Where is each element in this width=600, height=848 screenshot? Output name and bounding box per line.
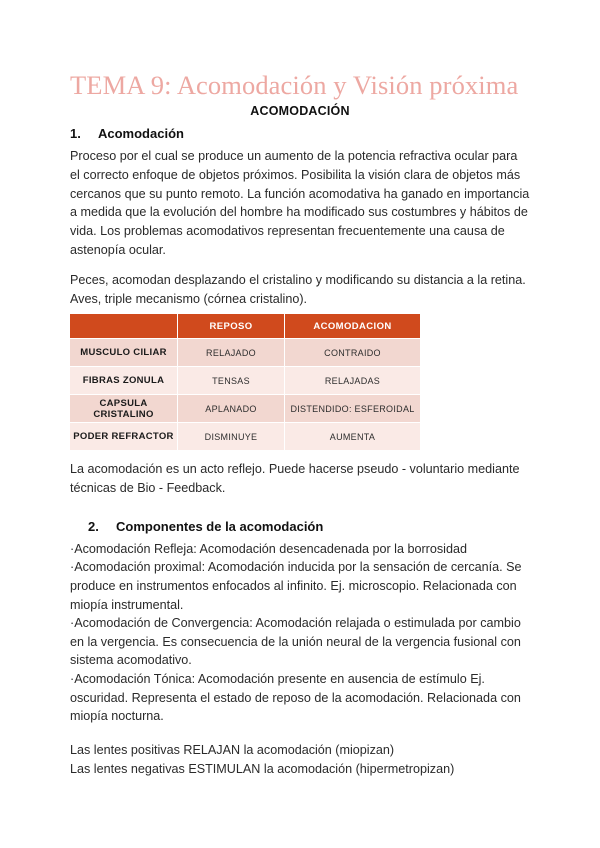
list-item: ·Acomodación Tónica: Acomodación presente en ausencia de estímulo Ej. oscuridad. Representa el estado de reposo de la acomodación. Relacionada con miopía nocturna. <box>70 672 521 724</box>
section-number-1: 1. <box>70 126 81 142</box>
cell-capsula-cristalino-acomodacion: DISTENDIDO: ESFEROIDAL <box>285 395 420 423</box>
section-title-1: Acomodación <box>98 126 184 142</box>
list-item: ·Acomodación Refleja: Acomodación desencadenada por la borrosidad <box>70 541 467 556</box>
closing-line-negative-lenses: Las lentes negativas ESTIMULAN la acomodación (hipermetropizan) <box>70 761 455 776</box>
list-item: ·Acomodación de Convergencia: Acomodación relajada o estimulada por cambio en la vergencia. Es consecuencia de la unión neural de la vergencia fusional con sistema acomodativo. <box>70 616 521 668</box>
spacer <box>70 726 530 741</box>
accommodation-table <box>70 314 420 450</box>
spacer <box>70 510 530 519</box>
table-head <box>70 314 420 339</box>
cell-poder-refractor-reposo: DISMINUYE <box>178 423 285 450</box>
table-row <box>70 339 420 367</box>
row-label-capsula-cristalino: CAPSULA CRISTALINO <box>70 395 178 423</box>
row-label-poder-refractor: PODER REFRACTOR <box>70 423 178 450</box>
table-header-row <box>70 314 420 339</box>
cell-musculo-ciliar-reposo: RELAJADO <box>178 339 285 367</box>
document-content <box>70 70 530 778</box>
paragraph-animals: Peces, acomodan desplazando el cristalino y modificando su distancia a la retina. Aves, triple mecanismo (córnea cristalino). <box>70 273 526 306</box>
table-row <box>70 423 420 450</box>
cell-capsula-cristalino-reposo: APLANADO <box>178 395 285 423</box>
closing-line-positive-lenses: Las lentes positivas RELAJAN la acomodación (miopizan) <box>70 742 395 757</box>
accommodation-table-wrapper <box>70 314 530 450</box>
table-row <box>70 395 420 423</box>
closing-lines <box>70 741 530 778</box>
page-title: TEMA 9: Acomodación y Visión próxima <box>70 70 519 100</box>
table-body <box>70 339 420 450</box>
row-label-fibras-zonula: FIBRAS ZONULA <box>70 367 178 395</box>
centered-heading: ACOMODACIÓN <box>250 104 350 119</box>
components-bullet-list <box>70 540 530 726</box>
cell-poder-refractor-acomodacion: AUMENTA <box>285 423 420 450</box>
table-corner-cell <box>70 314 178 339</box>
table-header-acomodacion: ACOMODACION <box>285 314 420 339</box>
cell-musculo-ciliar-acomodacion: CONTRAIDO <box>285 339 420 367</box>
section-title-2: Componentes de la acomodación <box>116 518 324 534</box>
paragraph-definition: Proceso por el cual se produce un aumento de la potencia refractiva ocular para el correcto enfoque de objetos próximos. Posibilita la visión clara de objetos más cercanos que su punto remoto. La función acomodativa ha ganado en importancia a medida que la evolución del hombre ha modificado sus costumbres y hábitos de vida. Los problemas acomodativos representan frecuentemente una causa de astenopía ocular. <box>70 149 530 257</box>
paragraph-reflex: La acomodación es un acto reflejo. Puede hacerse pseudo - voluntario mediante técnicas de Bio - Feedback. <box>70 462 520 496</box>
section-number-2: 2. <box>88 518 99 534</box>
cell-fibras-zonula-reposo: TENSAS <box>178 367 285 395</box>
table-row <box>70 367 420 395</box>
section-heading-1 <box>70 126 530 141</box>
section-heading-2 <box>70 519 530 534</box>
row-label-musculo-ciliar: MUSCULO CILIAR <box>70 339 178 367</box>
cell-fibras-zonula-acomodacion: RELAJADAS <box>285 367 420 395</box>
list-item: ·Acomodación proximal: Acomodación inducida por la sensación de cercanía. Se produce en instrumentos enfocados al infinito. Ej. microscopio. Relacionada con miopía instrumental. <box>70 560 522 612</box>
table-header-reposo: REPOSO <box>178 314 285 339</box>
